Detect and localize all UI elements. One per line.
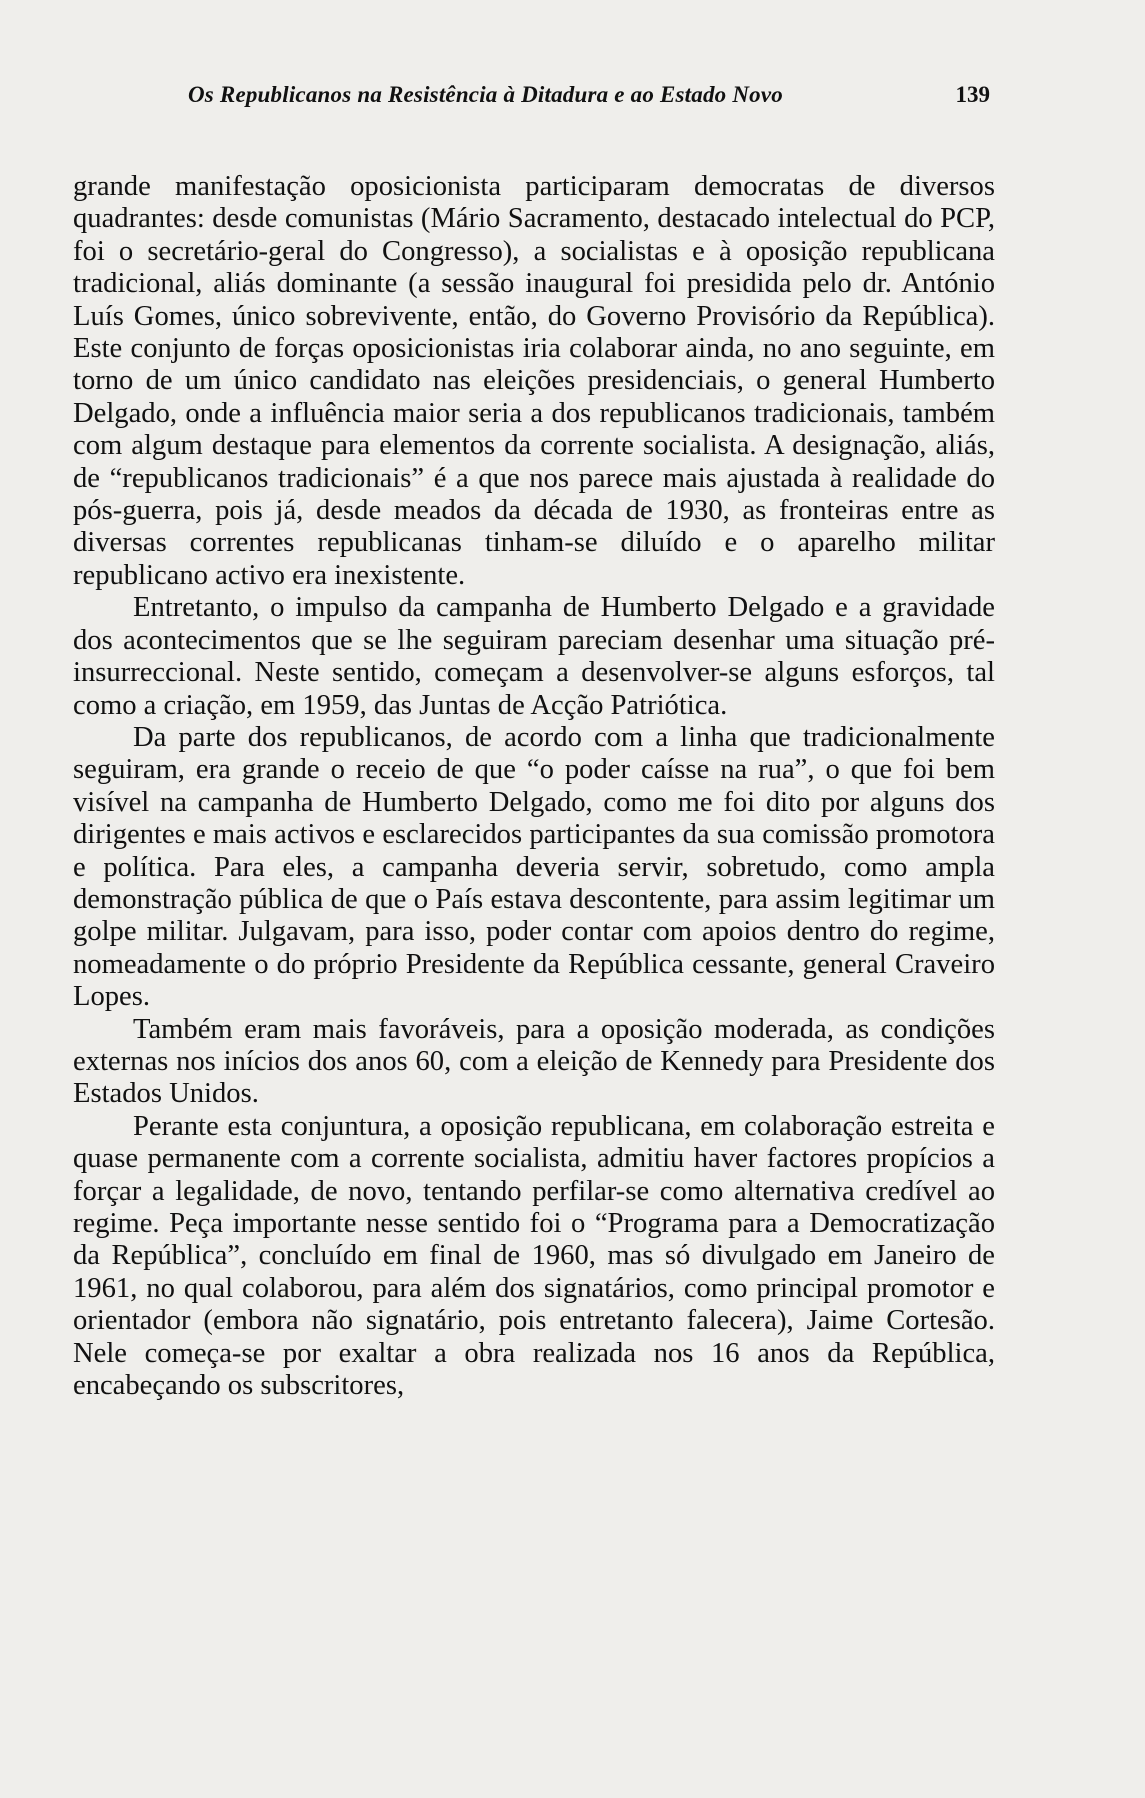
body-text (73, 171, 995, 1402)
paragraph: Entretanto, o impulso da campanha de Humberto Delgado e a gravidade dos acontecimentos que se lhe seguiram pareciam desenhar uma situação pré-insurreccional. Neste sentido, começam a desenvolver-se alguns esforços, tal como a criação, em 1959, das Juntas de Acção Patriótica. (73, 592, 995, 721)
page-number: 139 (955, 82, 990, 107)
running-title: Os Republicanos na Resistência à Ditadura e ao Estado Novo (188, 82, 783, 107)
paragraph: grande manifestação oposicionista participaram democratas de diversos quadrantes: desde comunistas (Mário Sacramento, destacado intelectual do PCP, foi o secretário-geral do Congresso), a socialistas e à oposição republicana tradicional, aliás dominante (a sessão inaugural foi presidida pelo dr. António Luís Gomes, único sobrevivente, então, do Governo Provisório da República). Este conjunto de forças oposicionistas iria colaborar ainda, no ano seguinte, em torno de um único candidato nas eleições presidenciais, o general Humberto Delgado, onde a influência maior seria a dos republicanos tradicionais, também com algum destaque para elementos da corrente socialista. A designação, aliás, de “republicanos tradicionais” é a que nos parece mais ajustada à realidade do pós-guerra, pois já, desde meados da década de 1930, as fronteiras entre as diversas correntes republicanas tinham-se diluído e o aparelho militar republicano activo era inexistente. (73, 171, 995, 591)
page-header (74, 82, 990, 122)
paragraph: Perante esta conjuntura, a oposição republicana, em colaboração estreita e quase permanente com a corrente socialista, admitiu haver factores propícios a forçar a legalidade, de novo, tentando perfilar-se como alternativa credível ao regime. Peça importante nesse sentido foi o “Programa para a Democratização da República”, concluído em final de 1960, mas só divulgado em Janeiro de 1961, no qual colaborou, para além dos signatários, como principal promotor e orientador (embora não signatário, pois entretanto falecera), Jaime Cortesão. Nele começa-se por exaltar a obra realizada nos 16 anos da República, encabeçando os subscritores, (73, 1110, 995, 1402)
paragraph: Da parte dos republicanos, de acordo com a linha que tradicionalmente seguiram, era grande o receio de que “o poder caísse na rua”, o que foi bem visível na campanha de Humberto Delgado, como me foi dito por alguns dos dirigentes e mais activos e esclarecidos participantes da sua comissão promotora e política. Para eles, a campanha deveria servir, sobretudo, como ampla demonstração pública de que o País estava descontente, para assim legitimar um golpe militar. Julgavam, para isso, poder contar com apoios dentro do regime, nomeadamente o do próprio Presidente da República cessante, general Craveiro Lopes. (73, 721, 995, 1013)
paragraph: Também eram mais favoráveis, para a oposição moderada, as condições externas nos inícios dos anos 60, com a eleição de Kennedy para Presidente dos Estados Unidos. (73, 1013, 995, 1110)
